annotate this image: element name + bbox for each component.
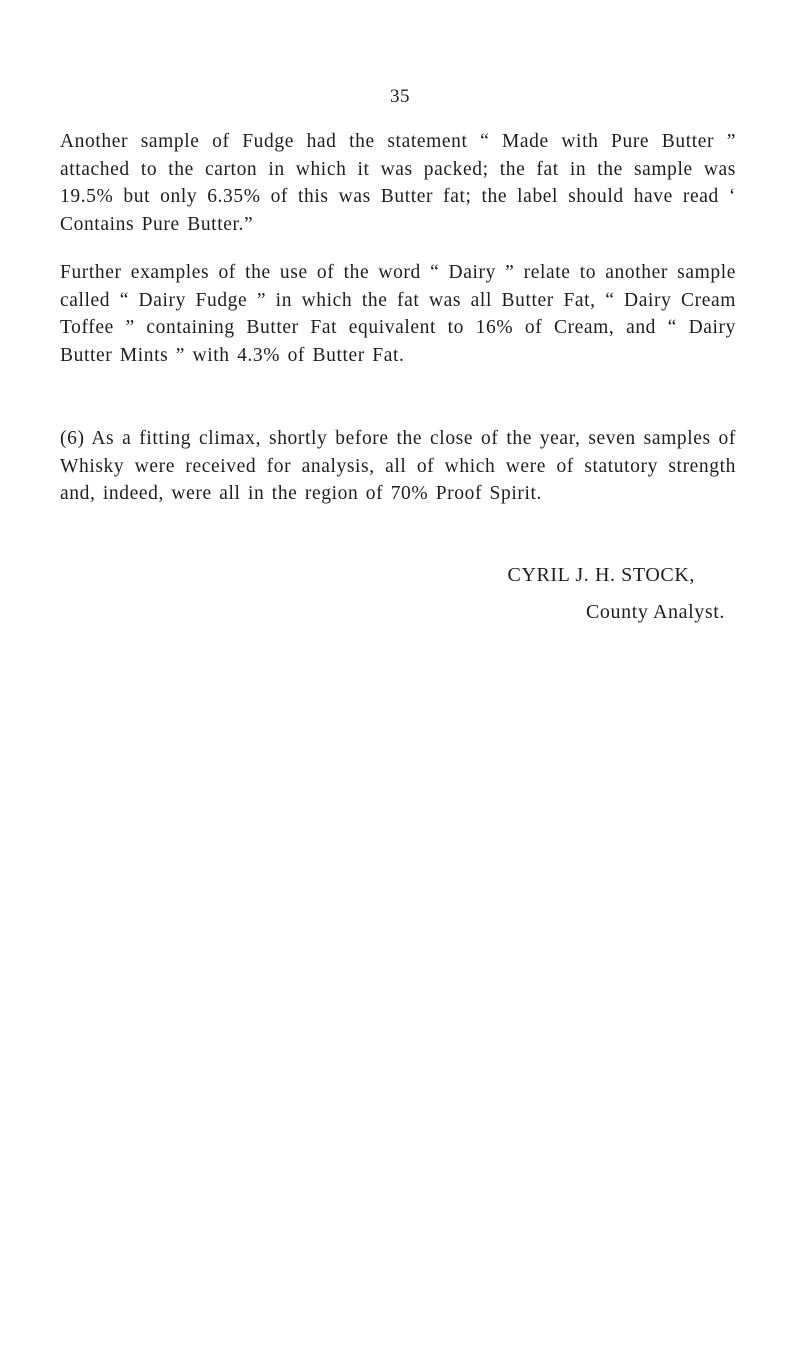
paragraph-fudge-butter: Another sample of Fudge had the statement “ Made with Pure Butter ” attached to the carton in which it was packed; the fat in the sample was 19.5% but only 6.35% of this was Butter fat; the label should have read ‘ Contains Pure Butter.” bbox=[60, 131, 736, 235]
page-number: 35 bbox=[390, 86, 410, 107]
signature-title: County Analyst. bbox=[585, 601, 725, 623]
paragraph-whisky-samples: (6) As a fitting climax, shortly before the close of the year, seven samples of Whisky were received for analysis, all of which were of statutory strength and, indeed, were all in the region of 70% Proof Spirit. bbox=[60, 428, 736, 504]
paragraph-dairy-examples: Further examples of the use of the word “ Dairy ” relate to another sample called “ Dairy Fudge ” in which the fat was all Butter Fat, “ Dairy Cream Toffee ” containing Butter Fat equivalent to 16% of Cream, and “ Dairy Butter Mints ” with 4.3% of Butter Fat. bbox=[60, 262, 736, 366]
signature-block bbox=[508, 557, 726, 631]
signature-name: CYRIL J. H. STOCK, bbox=[507, 564, 695, 586]
